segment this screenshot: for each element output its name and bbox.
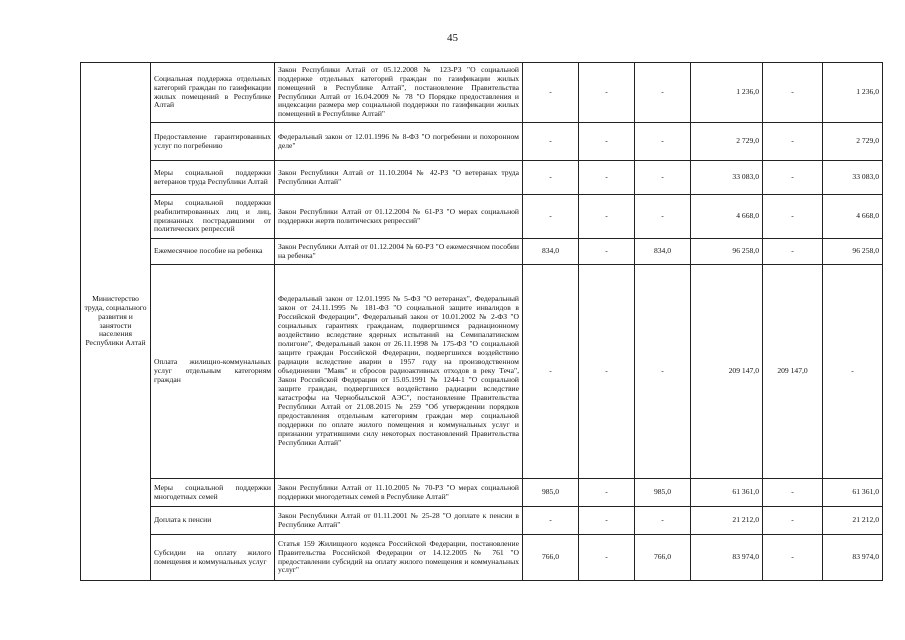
value-cell: - [635,63,691,123]
value-cell: 834,0 [635,239,691,265]
value-cell: 21 212,0 [691,507,763,535]
value-cell: - [763,239,823,265]
measure-cell: Меры социальной поддержки ветеранов труда Республики Алтай [151,161,275,195]
value-cell: - [579,161,635,195]
value-cell: - [763,161,823,195]
value-cell: - [523,123,579,161]
table-row [81,123,883,161]
value-cell: 985,0 [635,479,691,507]
measure-cell: Социальная поддержка отдельных категорий граждан по газификации жилых помещений в Республике Алтай [151,63,275,123]
value-cell: 61 361,0 [823,479,883,507]
value-cell: - [823,265,883,479]
value-cell: 2 729,0 [823,123,883,161]
value-cell: 766,0 [635,535,691,581]
value-cell: - [579,535,635,581]
measure-cell: Ежемесячное пособие на ребенка [151,239,275,265]
value-cell: - [635,123,691,161]
value-cell: - [635,195,691,239]
value-cell: - [763,507,823,535]
value-cell: 33 083,0 [691,161,763,195]
value-cell: - [763,535,823,581]
value-cell: - [579,479,635,507]
measure-cell: Доплата к пенсии [151,507,275,535]
value-cell: 766,0 [523,535,579,581]
value-cell: 4 668,0 [691,195,763,239]
value-cell: - [579,265,635,479]
basis-cell: Закон Республики Алтай от 05.12.2008 № 123-РЗ "О социальной поддержке отдельных категорий граждан по газификации жилых помещений в Республике Алтай", постановление Правительства Республики Алтай от 16.04.2009 № 78 "О Порядке предоставления и индексации размера мер социальной поддержки по газификации жилых помещений в Республике Алтай" [275,63,523,123]
value-cell: 61 361,0 [691,479,763,507]
table-row [81,479,883,507]
value-cell: 33 083,0 [823,161,883,195]
page-number: 45 [447,32,458,44]
value-cell: - [763,195,823,239]
value-cell: 209 147,0 [691,265,763,479]
basis-cell: Закон Республики Алтай от 01.11.2001 № 25-28 "О доплате к пенсии в Республике Алтай" [275,507,523,535]
value-cell: - [523,265,579,479]
value-cell: 1 236,0 [823,63,883,123]
basis-cell: Статья 159 Жилищного кодекса Российской Федерации, постановление Правительства Российской Федерации от 14.12.2005 № 761 "О предоставлении субсидий на оплату жилого помещения и коммунальных услуг" [275,535,523,581]
value-cell: - [523,195,579,239]
value-cell: - [635,507,691,535]
measure-cell: Субсидии на оплату жилого помещения и коммунальных услуг [151,535,275,581]
value-cell: - [763,63,823,123]
value-cell: 21 212,0 [823,507,883,535]
value-cell: - [523,63,579,123]
basis-cell: Федеральный закон от 12.01.1996 № 8-ФЗ "О погребении и похоронном деле" [275,123,523,161]
value-cell: - [523,507,579,535]
measure-cell: Меры социальной поддержки реабилитированных лиц и лиц, признанных пострадавшими от политических репрессий [151,195,275,239]
value-cell: 83 974,0 [691,535,763,581]
basis-cell: Федеральный закон от 12.01.1995 № 5-ФЗ "О ветеранах", Федеральный закон от 24.11.1995 № 181-ФЗ "О социальной защите инвалидов в Российской Федерации", Федеральный закон от 10.01.2002 № 2-ФЗ "О социальных гарантиях гражданам, подвергшимся радиационному воздействию вследствие ядерных испытаний на Семипалатинском полигоне", Федеральный закон от 26.11.1998 № 175-ФЗ "О социальной защите граждан Российской Федерации, подвергшихся воздействию радиации вследствие аварии в 1957 году на производственном объединении "Маяк" и сбросов радиоактивных отходов в реку Теча", Закон Российской Федерации от 15.05.1991 № 1244-1 "О социальной защите граждан, подвергшихся воздействию радиации вследствие катастрофы на Чернобыльской АЭС", постановление Правительства Республики Алтай от 21.08.2015 № 259 "Об утверждении порядков предоставления отдельным категориям граждан мер социальной поддержки по оплате жилого помещения и коммунальных услуг и признании утратившими силу некоторых постановлений Правительства Республики Алтай" [275,265,523,479]
value-cell: - [635,265,691,479]
table-row [81,195,883,239]
value-cell: - [579,195,635,239]
measure-cell: Оплата жилищно-коммунальных услуг отдельным категориям граждан [151,265,275,479]
value-cell: 209 147,0 [763,265,823,479]
value-cell: - [579,507,635,535]
value-cell: 2 729,0 [691,123,763,161]
value-cell: - [635,161,691,195]
value-cell: 1 236,0 [691,63,763,123]
table-row [81,507,883,535]
basis-cell: Закон Республики Алтай от 01.12.2004 № 60-РЗ "О ежемесячном пособии на ребенка" [275,239,523,265]
basis-cell: Закон Республики Алтай от 11.10.2005 № 70-РЗ "О мерах социальной поддержки многодетных семей в Республике Алтай" [275,479,523,507]
ministry-cell: Министерство труда, социального развития и занятости населения Республики Алтай [81,63,151,581]
basis-cell: Закон Республики Алтай от 11.10.2004 № 42-РЗ "О ветеранах труда Республики Алтай" [275,161,523,195]
value-cell: - [579,123,635,161]
basis-cell: Закон Республики Алтай от 01.12.2004 № 61-РЗ "О мерах социальной поддержки жертв политических репрессий" [275,195,523,239]
measure-cell: Меры социальной поддержки многодетных семей [151,479,275,507]
table-row [81,535,883,581]
value-cell: 96 258,0 [823,239,883,265]
measure-cell: Предоставление гарантированных услуг по погребению [151,123,275,161]
value-cell: - [579,239,635,265]
value-cell: - [523,161,579,195]
value-cell: 4 668,0 [823,195,883,239]
value-cell: - [579,63,635,123]
budget-table [80,62,883,581]
table-row [81,161,883,195]
table-row [81,265,883,479]
value-cell: 83 974,0 [823,535,883,581]
value-cell: - [763,123,823,161]
value-cell: - [763,479,823,507]
table-row [81,239,883,265]
value-cell: 96 258,0 [691,239,763,265]
value-cell: 985,0 [523,479,579,507]
value-cell: 834,0 [523,239,579,265]
table-row [81,63,883,123]
